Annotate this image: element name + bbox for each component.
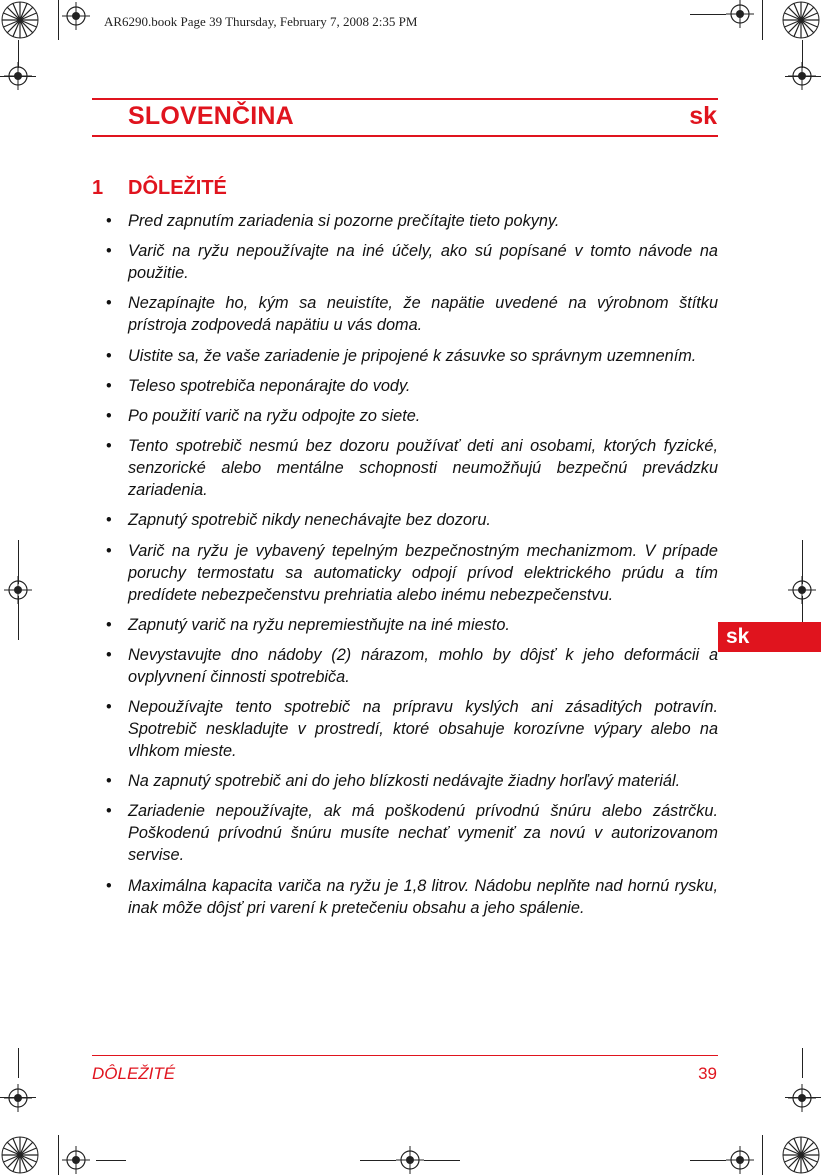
crop-line <box>58 1135 59 1175</box>
crosshair-target-icon <box>788 62 816 90</box>
crosshair-target-icon <box>788 576 816 604</box>
header-rule-top <box>92 98 718 100</box>
crosshair-target-icon <box>726 1146 754 1174</box>
list-item: • Nezapínajte ho, kým sa neuistíte, že napätie uvedené na výrobnom štítku prístroja zodpovedá napätiu u vás doma. <box>92 292 718 336</box>
section-number: 1 <box>92 177 104 199</box>
list-item: • Maximálna kapacita variča na ryžu je 1,8 litrov. Nádobu neplňte nad hornú rysku, inak môže dôjsť pri varení k pretečeniu obsahu a jeho spálenie. <box>92 875 718 919</box>
list-item: • Varič na ryžu je vybavený tepelným bezpečnostným mechanizmom. V prípade poruchy termostatu sa automaticky odpojí prívod elektrického prúdu a tím predídete nebezpečenstvu prehriatia alebo inému nebezpečenstvu. <box>92 540 718 606</box>
safety-instructions <box>92 210 718 927</box>
list-item: • Teleso spotrebiča neponárajte do vody. <box>92 375 718 397</box>
list-item: • Na zapnutý spotrebič ani do jeho blízkosti nedávajte žiadny horľavý materiál. <box>92 770 718 792</box>
section-title: DÔLEŽITÉ <box>128 177 227 199</box>
header-rule-bottom <box>92 135 718 137</box>
list-item: • Po použití varič na ryžu odpojte zo siete. <box>92 405 718 427</box>
footer-section-name: DÔLEŽITÉ <box>92 1064 176 1083</box>
crosshair-target-icon <box>788 1084 816 1112</box>
list-item: • Varič na ryžu nepoužívajte na iné účely, ako sú popísané v tomto návode na použitie. <box>92 240 718 284</box>
footer-rule <box>92 1055 718 1056</box>
crop-line <box>762 1135 763 1175</box>
bullet-list <box>92 210 718 919</box>
crosshair-target-icon <box>4 576 32 604</box>
starburst-mark-icon <box>781 0 821 40</box>
starburst-mark-icon <box>0 0 40 40</box>
crosshair-target-icon <box>396 1146 424 1174</box>
crop-line <box>690 1160 726 1161</box>
crop-line <box>802 1048 803 1078</box>
list-item: • Zariadenie nepoužívajte, ak má poškodenú prívodnú šnúru alebo zástrčku. Poškodenú prívodnú šnúru musíte nechať vymeniť za novú v autorizovanom servise. <box>92 800 718 866</box>
header-title: SLOVENČINA <box>128 102 294 130</box>
crosshair-target-icon <box>4 1084 32 1112</box>
crop-line <box>58 0 59 40</box>
crop-line <box>18 1048 19 1078</box>
list-item: • Pred zapnutím zariadenia si pozorne prečítajte tieto pokyny. <box>92 210 718 232</box>
crosshair-target-icon <box>726 0 754 28</box>
header-language-code: sk <box>689 102 717 130</box>
starburst-mark-icon <box>781 1135 821 1175</box>
print-slug: AR6290.book Page 39 Thursday, February 7, 2008 2:35 PM <box>104 14 418 29</box>
language-side-tab: sk <box>718 622 821 652</box>
crosshair-target-icon <box>62 1146 90 1174</box>
crosshair-target-icon <box>4 62 32 90</box>
crop-line <box>360 1160 396 1161</box>
list-item: • Uistite sa, že vaše zariadenie je pripojené k zásuvke so správnym uzemnením. <box>92 345 718 367</box>
list-item: • Tento spotrebič nesmú bez dozoru používať deti ani osobami, ktorých fyzické, senzorické alebo mentálne schopnosti neumožňujú bezpečnú prevádzku zariadenia. <box>92 435 718 501</box>
crop-line <box>96 1160 126 1161</box>
starburst-mark-icon <box>0 1135 40 1175</box>
crop-line <box>762 0 763 40</box>
footer-page-number: 39 <box>698 1064 717 1083</box>
crop-line <box>424 1160 460 1161</box>
crop-line <box>690 14 726 15</box>
list-item: • Zapnutý varič na ryžu nepremiestňujte na iné miesto. <box>92 614 718 636</box>
crosshair-target-icon <box>62 2 90 30</box>
list-item: • Zapnutý spotrebič nikdy nenechávajte bez dozoru. <box>92 509 718 531</box>
list-item: • Nevystavujte dno nádoby (2) nárazom, mohlo by dôjsť k jeho deformácii a ovplyvnení činnosti spotrebiča. <box>92 644 718 688</box>
list-item: • Nepoužívajte tento spotrebič na prípravu kyslých ani zásaditých potravín. Spotrebič neskladujte v prostredí, ktoré obsahuje korozívne výpary alebo na vlhkom mieste. <box>92 696 718 762</box>
